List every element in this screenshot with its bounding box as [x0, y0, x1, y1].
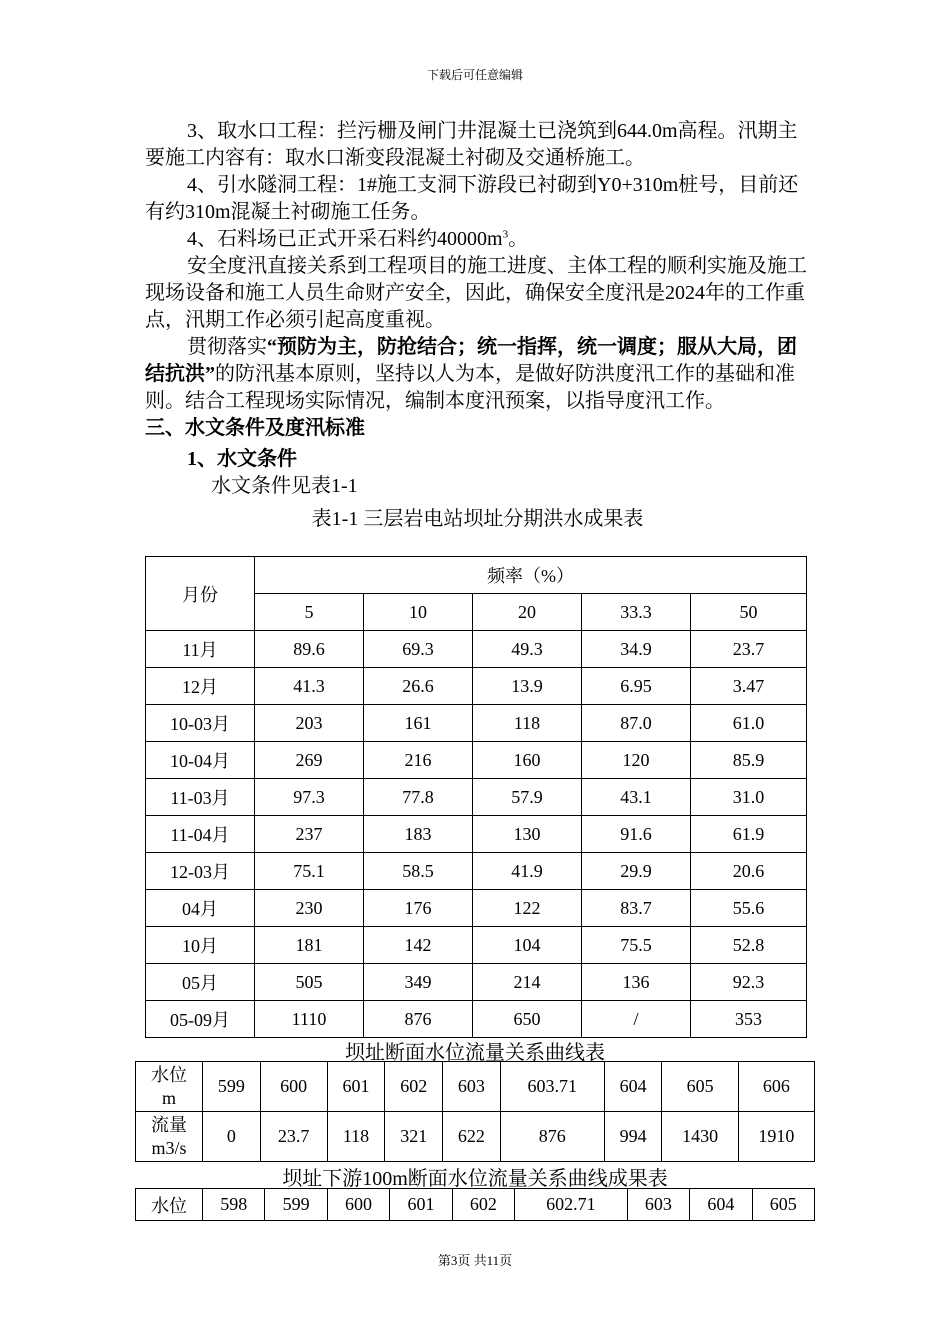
- value-cell: 31.0: [691, 779, 807, 816]
- level-label-line2: m: [161, 1087, 176, 1108]
- value-cell: 176: [364, 890, 473, 927]
- value-cell: 41.9: [473, 853, 582, 890]
- level-cell: 605: [662, 1062, 738, 1112]
- frequency-cell: 5: [255, 594, 364, 631]
- month-cell: 10-04月: [146, 742, 255, 779]
- paragraph-safety: 安全度汛直接关系到工程项目的施工进度、主体工程的顺利实施及施工现场设备和施工人员生命财产安全，因此，确保安全度汛是2024年的工作重点，汛期工作必须引起高度重视。: [145, 255, 807, 331]
- table-row: [146, 1001, 807, 1038]
- month-cell: 04月: [146, 890, 255, 927]
- month-header: 月份: [146, 557, 255, 631]
- value-cell: 92.3: [691, 964, 807, 1001]
- quarry-superscript: 3: [502, 228, 509, 241]
- principle-pre: 贯彻落实: [187, 336, 267, 358]
- flow-cell: 1430: [662, 1112, 738, 1162]
- table-body: [146, 631, 807, 1038]
- table-row: [146, 890, 807, 927]
- value-cell: 505: [255, 964, 364, 1001]
- flood-results-table: [145, 556, 807, 1038]
- value-cell: 216: [364, 742, 473, 779]
- quarry-text: 4、石料场已正式开采石料约40000m: [187, 228, 503, 250]
- value-cell: 75.1: [255, 853, 364, 890]
- paragraph-tunnel: 4、引水隧洞工程：1#施工支洞下游段已衬砌到Y0+310m桩号，目前还有约310m混凝土衬砌施工任务。: [145, 174, 799, 223]
- level-label-line1: 水位: [151, 1064, 187, 1085]
- month-cell: 11月: [146, 631, 255, 668]
- flow-label: [136, 1112, 203, 1162]
- table-row: [146, 631, 807, 668]
- flow-label-line1: 流量: [151, 1114, 187, 1135]
- value-cell: 650: [473, 1001, 582, 1038]
- frequency-cell: 10: [364, 594, 473, 631]
- value-cell: 55.6: [691, 890, 807, 927]
- value-cell: 104: [473, 927, 582, 964]
- table-row: [146, 853, 807, 890]
- flow-label-line2: m3/s: [151, 1137, 187, 1158]
- table3-caption: 坝址下游100m断面水位流量关系曲线成果表: [282, 1168, 668, 1190]
- month-cell: 10月: [146, 927, 255, 964]
- value-cell: 269: [255, 742, 364, 779]
- table-row: [146, 705, 807, 742]
- level-label: 水位: [136, 1189, 203, 1221]
- value-cell: 89.6: [255, 631, 364, 668]
- table-row: [146, 779, 807, 816]
- flow-cell: 622: [443, 1112, 501, 1162]
- value-cell: 83.7: [582, 890, 691, 927]
- value-cell: 6.95: [582, 668, 691, 705]
- level-cell: 603: [443, 1062, 501, 1112]
- value-cell: 237: [255, 816, 364, 853]
- value-cell: 142: [364, 927, 473, 964]
- value-cell: 1110: [255, 1001, 364, 1038]
- flow-cell: 994: [604, 1112, 662, 1162]
- table-row: [146, 927, 807, 964]
- month-cell: 10-03月: [146, 705, 255, 742]
- value-cell: 20.6: [691, 853, 807, 890]
- paragraph-quarry: [145, 226, 810, 253]
- section-heading: 三、水文条件及度汛标准: [145, 417, 365, 439]
- level-cell: 599: [203, 1062, 261, 1112]
- value-cell: 160: [473, 742, 582, 779]
- value-cell: 58.5: [364, 853, 473, 890]
- value-cell: 214: [473, 964, 582, 1001]
- paragraph-intake: 3、取水口工程：拦污栅及闸门井混凝土已浇筑到644.0m高程。汛期主要施工内容有：取水口渐变段混凝土衬砌及交通桥施工。: [145, 120, 798, 169]
- value-cell: 29.9: [582, 853, 691, 890]
- table-row: [146, 742, 807, 779]
- value-cell: 118: [473, 705, 582, 742]
- quarry-tail: 。: [508, 228, 529, 250]
- value-cell: 3.47: [691, 668, 807, 705]
- value-cell: 87.0: [582, 705, 691, 742]
- month-cell: 12-03月: [146, 853, 255, 890]
- table1-caption: 表1-1 三层岩电站坝址分期洪水成果表: [311, 508, 644, 530]
- level-cell: 604: [604, 1062, 662, 1112]
- level-cell: 598: [203, 1189, 265, 1221]
- value-cell: 230: [255, 890, 364, 927]
- value-cell: 26.6: [364, 668, 473, 705]
- table2-caption: 坝址断面水位流量关系曲线表: [345, 1042, 605, 1064]
- table-row: [146, 964, 807, 1001]
- level-cell: 605: [752, 1189, 814, 1221]
- level-cell: 601: [327, 1062, 385, 1112]
- value-cell: 85.9: [691, 742, 807, 779]
- value-cell: 353: [691, 1001, 807, 1038]
- table-row-level: [136, 1189, 815, 1221]
- value-cell: 61.9: [691, 816, 807, 853]
- table-row-flow: [136, 1112, 815, 1162]
- value-cell: 161: [364, 705, 473, 742]
- month-cell: 05月: [146, 964, 255, 1001]
- level-label: [136, 1062, 203, 1112]
- flow-cell: 321: [385, 1112, 443, 1162]
- page-footer: 第3页 共11页: [437, 1253, 513, 1268]
- value-cell: 349: [364, 964, 473, 1001]
- value-cell: 49.3: [473, 631, 582, 668]
- level-cell: 606: [738, 1062, 814, 1112]
- value-cell: 75.5: [582, 927, 691, 964]
- table-row: [146, 668, 807, 705]
- value-cell: 122: [473, 890, 582, 927]
- level-cell: 599: [265, 1189, 327, 1221]
- flow-cell: 118: [327, 1112, 385, 1162]
- frequency-header: 频率（%）: [255, 557, 807, 594]
- level-cell: 600: [327, 1189, 389, 1221]
- table-row-level: [136, 1062, 815, 1112]
- month-cell: 12月: [146, 668, 255, 705]
- level-cell: 604: [690, 1189, 752, 1221]
- value-cell: 120: [582, 742, 691, 779]
- principle-bold: “预防为主，防抢结合；统一指挥，统一调度；服从大局，团结抗洪”: [145, 336, 797, 385]
- value-cell: 41.3: [255, 668, 364, 705]
- value-cell: 34.9: [582, 631, 691, 668]
- paragraph-principle: [145, 334, 810, 415]
- value-cell: 876: [364, 1001, 473, 1038]
- level-cell: 600: [260, 1062, 327, 1112]
- value-cell: 69.3: [364, 631, 473, 668]
- frequency-cell: 20: [473, 594, 582, 631]
- value-cell: 183: [364, 816, 473, 853]
- value-cell: 61.0: [691, 705, 807, 742]
- value-cell: 181: [255, 927, 364, 964]
- level-cell: 602.71: [515, 1189, 628, 1221]
- value-cell: 77.8: [364, 779, 473, 816]
- level-cell: 603: [627, 1189, 689, 1221]
- stage-discharge-table: [135, 1061, 815, 1162]
- value-cell: 57.9: [473, 779, 582, 816]
- table-header-row: [146, 557, 807, 594]
- table-row: [146, 816, 807, 853]
- principle-post: 的防汛基本原则，坚持以人为本，是做好防洪度汛工作的基础和准则。结合工程现场实际情况，编制本度汛预案，以指导度汛工作。: [145, 363, 795, 412]
- flow-cell: 1910: [738, 1112, 814, 1162]
- subsection-heading: 1、水文条件: [187, 448, 297, 470]
- month-cell: 11-03月: [146, 779, 255, 816]
- level-cell: 602: [452, 1189, 514, 1221]
- downstream-stage-table: [135, 1188, 815, 1221]
- value-cell: 91.6: [582, 816, 691, 853]
- level-cell: 603.71: [500, 1062, 604, 1112]
- level-cell: 602: [385, 1062, 443, 1112]
- page-header: 下载后可任意编辑: [426, 68, 523, 82]
- frequency-cell: 50: [691, 594, 807, 631]
- value-cell: 203: [255, 705, 364, 742]
- flow-cell: 0: [203, 1112, 261, 1162]
- value-cell: 130: [473, 816, 582, 853]
- value-cell: /: [582, 1001, 691, 1038]
- flow-cell: 23.7: [260, 1112, 327, 1162]
- level-cell: 601: [390, 1189, 452, 1221]
- value-cell: 136: [582, 964, 691, 1001]
- value-cell: 43.1: [582, 779, 691, 816]
- value-cell: 23.7: [691, 631, 807, 668]
- document-body: [145, 118, 810, 533]
- month-cell: 05-09月: [146, 1001, 255, 1038]
- see-table-text: 水文条件见表1-1: [211, 475, 358, 497]
- value-cell: 52.8: [691, 927, 807, 964]
- value-cell: 13.9: [473, 668, 582, 705]
- month-cell: 11-04月: [146, 816, 255, 853]
- flow-cell: 876: [500, 1112, 604, 1162]
- value-cell: 97.3: [255, 779, 364, 816]
- frequency-cell: 33.3: [582, 594, 691, 631]
